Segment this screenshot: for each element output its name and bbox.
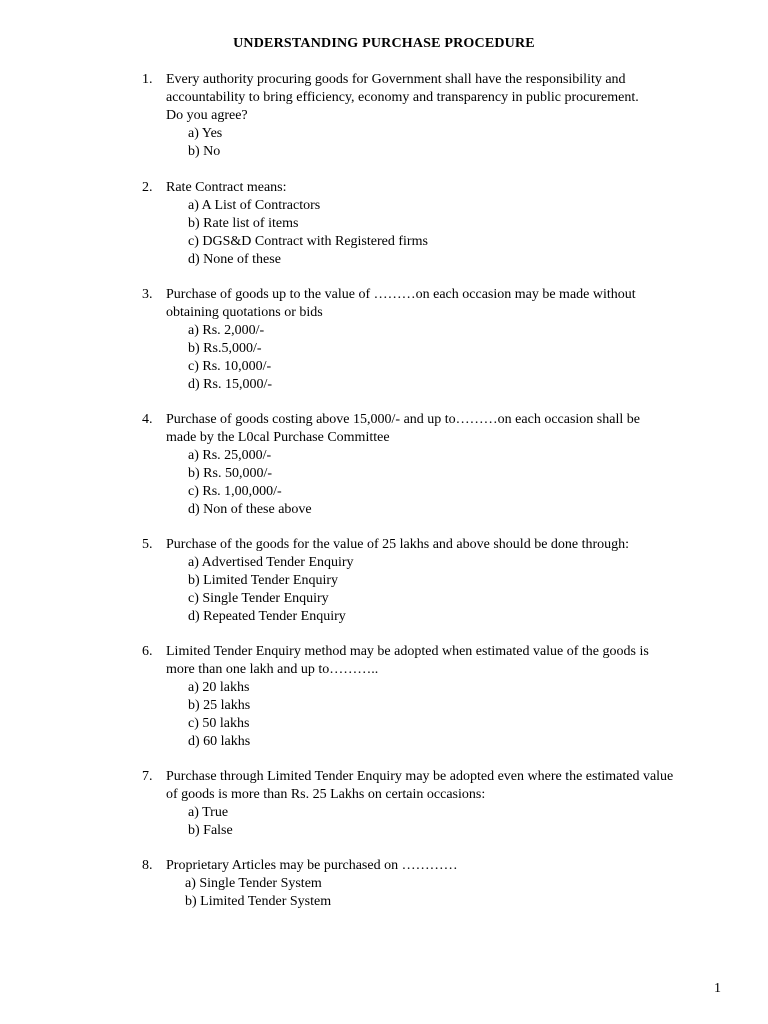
question-line: Rate Contract means: bbox=[166, 180, 287, 195]
option-a: a) Rs. 2,000/- bbox=[188, 323, 265, 338]
option-b: b) Limited Tender System bbox=[185, 894, 332, 909]
question-line: more than one lakh and up to……….. bbox=[166, 662, 379, 677]
option-d: d) Rs. 15,000/- bbox=[188, 377, 272, 392]
options-list bbox=[188, 554, 354, 626]
option-d: d) 60 lakhs bbox=[188, 734, 251, 749]
question-line: accountability to bring efficiency, economy and transparency in public procurement. bbox=[166, 90, 639, 105]
option-a: a) Advertised Tender Enquiry bbox=[188, 555, 354, 570]
option-d: d) None of these bbox=[188, 252, 281, 267]
question-line: made by the L0cal Purchase Committee bbox=[166, 430, 390, 445]
option-c: c) Rs. 1,00,000/- bbox=[188, 484, 282, 499]
question-number: 8. bbox=[142, 858, 153, 873]
options-list bbox=[188, 679, 250, 751]
question-number: 6. bbox=[142, 644, 153, 659]
option-d: d) Repeated Tender Enquiry bbox=[188, 609, 346, 624]
option-a: a) A List of Contractors bbox=[188, 198, 321, 213]
question-number: 7. bbox=[142, 769, 153, 784]
options-list bbox=[185, 875, 331, 911]
options-list bbox=[188, 804, 233, 840]
question-line: Limited Tender Enquiry method may be adopted when estimated value of the goods is bbox=[166, 644, 649, 659]
option-c: c) Rs. 10,000/- bbox=[188, 359, 272, 374]
option-a: a) Single Tender System bbox=[185, 876, 322, 891]
question-number: 2. bbox=[142, 180, 153, 195]
options-list bbox=[188, 447, 312, 519]
question-line: Purchase of goods up to the value of ………on each occasion may be made without bbox=[166, 287, 636, 302]
question-line: obtaining quotations or bids bbox=[166, 305, 323, 320]
option-b: b) Limited Tender Enquiry bbox=[188, 573, 339, 588]
question-line: Purchase through Limited Tender Enquiry may be adopted even where the estimated value bbox=[166, 769, 674, 784]
option-a: a) Yes bbox=[188, 126, 223, 141]
options-list bbox=[188, 322, 272, 394]
option-b: b) No bbox=[188, 144, 221, 159]
question-line: of goods is more than Rs. 25 Lakhs on certain occasions: bbox=[166, 787, 486, 802]
question-text bbox=[166, 411, 726, 447]
option-a: a) Rs. 25,000/- bbox=[188, 448, 272, 463]
option-d: d) Non of these above bbox=[188, 502, 312, 517]
question-line: Every authority procuring goods for Government shall have the responsibility and bbox=[166, 72, 626, 87]
question-text bbox=[166, 643, 726, 679]
question-text bbox=[166, 857, 726, 875]
option-b: b) False bbox=[188, 823, 233, 838]
page-title: UNDERSTANDING PURCHASE PROCEDURE bbox=[233, 36, 535, 51]
question-line: Proprietary Articles may be purchased on ………… bbox=[166, 858, 458, 873]
option-a: a) 20 lakhs bbox=[188, 680, 250, 695]
question-text bbox=[166, 71, 726, 125]
option-b: b) Rate list of items bbox=[188, 216, 299, 231]
question-text bbox=[166, 768, 726, 804]
question-line: Do you agree? bbox=[166, 108, 248, 123]
option-a: a) True bbox=[188, 805, 229, 820]
question-text bbox=[166, 179, 726, 197]
question-text bbox=[166, 286, 726, 322]
question-number: 1. bbox=[142, 72, 153, 87]
option-c: c) DGS&D Contract with Registered firms bbox=[188, 234, 428, 249]
option-b: b) Rs. 50,000/- bbox=[188, 466, 272, 481]
question-line: Purchase of goods costing above 15,000/- and up to………on each occasion shall be bbox=[166, 412, 640, 427]
option-c: c) 50 lakhs bbox=[188, 716, 250, 731]
question-line: Purchase of the goods for the value of 25 lakhs and above should be done through: bbox=[166, 537, 630, 552]
question-text bbox=[166, 536, 726, 554]
options-list bbox=[188, 125, 222, 161]
option-b: b) Rs.5,000/- bbox=[188, 341, 262, 356]
question-number: 4. bbox=[142, 412, 153, 427]
page-number: 1 bbox=[714, 981, 721, 996]
question-number: 5. bbox=[142, 537, 153, 552]
question-number: 3. bbox=[142, 287, 153, 302]
option-b: b) 25 lakhs bbox=[188, 698, 251, 713]
option-c: c) Single Tender Enquiry bbox=[188, 591, 329, 606]
options-list bbox=[188, 197, 428, 269]
